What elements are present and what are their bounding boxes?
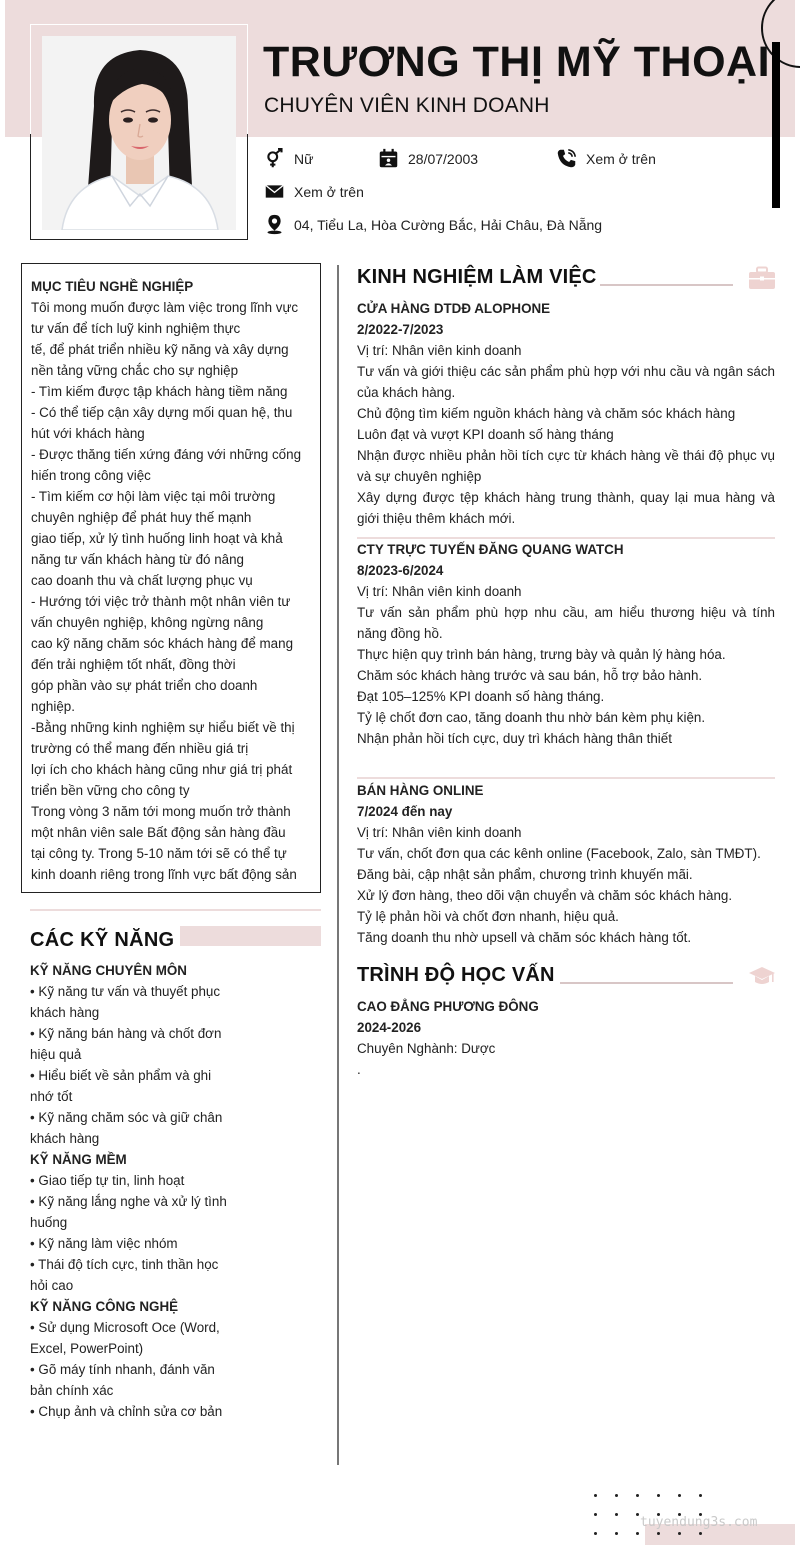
experience-heading-line [600, 284, 733, 286]
decorative-dot [699, 1532, 702, 1535]
decorative-dot [594, 1532, 597, 1535]
skill-item: • Chụp ảnh và chỉnh sửa cơ bản [30, 1404, 223, 1419]
skill-group-title: KỸ NĂNG CHUYÊN MÔN [30, 963, 187, 978]
job-divider [357, 777, 775, 779]
skill-item: khách hàng [30, 1005, 100, 1020]
objective-line: triển bền vững cho công ty [31, 783, 190, 798]
skill-item: • Kỹ năng tư vấn và thuyết phục [30, 984, 221, 999]
job-description [357, 822, 775, 948]
objective-line: hiến trong công việc [31, 468, 151, 483]
career-objective [21, 263, 321, 893]
profile-photo [42, 36, 236, 230]
birthday-info [378, 148, 478, 169]
skill-item: huống [30, 1215, 68, 1230]
objective-line: cao doanh thu và chất lượng phục vụ [31, 573, 253, 588]
skill-item: • Kỹ năng bán hàng và chốt đơn [30, 1026, 222, 1041]
objective-line: - Hướng tới việc trở thành một nhân viên tư [31, 594, 291, 609]
skill-item: hiệu quả [30, 1047, 82, 1062]
job-description-line: Nhận được nhiều phản hồi tích cực từ khách hàng về thái độ phục vụ và sự chuyên nghiệp [357, 448, 775, 484]
job-description-line: Xử lý đơn hàng, theo dõi vận chuyển và chăm sóc khách hàng. [357, 888, 733, 903]
job-description-line: Đăng bài, cập nhật sản phẩm, chương trình khuyến mãi. [357, 867, 693, 882]
calendar-icon [378, 148, 399, 169]
objective-line: - Được thăng tiến xứng đáng với những cống [31, 447, 302, 462]
objective-title: MỤC TIÊU NGHỀ NGHIỆP [31, 279, 194, 294]
objective-line: lợi ích cho khách hàng cũng như giá trị phát [31, 762, 293, 777]
objective-line: năng tư vấn khách hàng từ đó nâng [31, 552, 244, 567]
skill-group-title: KỸ NĂNG MỀM [30, 1152, 127, 1167]
skill-group-title: KỸ NĂNG CÔNG NGHỆ [30, 1299, 179, 1314]
job-description-line: Chăm sóc khách hàng trước và sau bán, hỗ trợ bảo hành. [357, 668, 703, 683]
address-info [264, 214, 602, 235]
objective-line: - Tìm kiếm được tập khách hàng tiềm năng [31, 384, 288, 399]
skill-item: Excel, PowerPoint) [30, 1341, 144, 1356]
education-period: 2024-2026 [357, 1020, 422, 1035]
job-description [357, 581, 775, 749]
job-description-line: Luôn đạt và vượt KPI doanh số hàng tháng [357, 427, 614, 442]
job-period: 7/2024 đến nay [357, 804, 453, 819]
skill-item: • Giao tiếp tự tin, linh hoạt [30, 1173, 185, 1188]
gender-info [264, 148, 313, 169]
skill-item: hỏi cao [30, 1278, 74, 1293]
skills-divider [30, 909, 321, 911]
objective-line: kinh doanh riêng trong lĩnh vực bất động sản [31, 867, 297, 882]
job-description-line: Vị trí: Nhân viên kinh doanh [357, 584, 522, 599]
job-entry [357, 539, 775, 749]
decorative-dot [678, 1494, 681, 1497]
objective-text [31, 297, 311, 885]
watermark: tuyendung3s.com [640, 1515, 758, 1530]
decorative-dot [657, 1494, 660, 1497]
skill-item: nhớ tốt [30, 1089, 73, 1104]
objective-line: giao tiếp, xử lý tình huống linh hoạt và khả [31, 531, 283, 546]
skill-item: bản chính xác [30, 1383, 114, 1398]
decorative-dot [636, 1532, 639, 1535]
objective-line: chuyên nghiệp để phát huy thế mạnh [31, 510, 252, 525]
decorative-dot [657, 1532, 660, 1535]
gender-value: Nữ [294, 150, 314, 167]
objective-line: góp phần vào sự phát triển cho doanh [31, 678, 258, 693]
school-name: CAO ĐẲNG PHƯƠNG ĐÔNG [357, 999, 539, 1014]
email-info [264, 181, 364, 202]
objective-line: nghiệp. [31, 699, 75, 714]
location-pin-icon [264, 214, 285, 235]
job-company: BÁN HÀNG ONLINE [357, 783, 484, 798]
objective-line: Trong vòng 3 năm tới mong muốn trở thành [31, 804, 291, 819]
candidate-title: CHUYÊN VIÊN KINH DOANH [264, 94, 550, 117]
objective-line: - Tìm kiếm cơ hội làm việc tại môi trường [31, 489, 276, 504]
objective-line: -Bằng những kinh nghiệm sự hiểu biết về thị [31, 720, 295, 735]
job-description-line: Vị trí: Nhân viên kinh doanh [357, 825, 522, 840]
decorative-dot [636, 1494, 639, 1497]
job-company: CTY TRỰC TUYẾN ĐĂNG QUANG WATCH [357, 542, 624, 557]
skills-accent-bar [180, 926, 321, 946]
job-description-line: Chủ động tìm kiếm nguồn khách hàng và chăm sóc khách hàng [357, 406, 736, 421]
decorative-dot [615, 1513, 618, 1516]
skills-list [30, 960, 240, 1422]
job-period: 8/2023-6/2024 [357, 563, 444, 578]
job-period: 2/2022-7/2023 [357, 322, 444, 337]
objective-line: tại công ty. Trong 5-10 năm tới sẽ có thể tự [31, 846, 287, 861]
job-description-line: Tư vấn sản phẩm phù hợp nhu cầu, am hiểu thương hiệu và tính năng đồng hồ. [357, 605, 775, 641]
phone-icon [556, 148, 577, 169]
skill-item: • Kỹ năng làm việc nhóm [30, 1236, 178, 1251]
job-description-line: Tư vấn và giới thiệu các sản phẩm phù hợp với nhu cầu và ngân sách của khách hàng. [357, 364, 775, 400]
decorative-dot [699, 1494, 702, 1497]
candidate-name: TRƯƠNG THỊ MỸ THOẠI [263, 38, 771, 86]
phone-info [556, 148, 656, 169]
education-extra: . [357, 1062, 361, 1077]
objective-line: trường có thể mang đến nhiều giá trị [31, 741, 249, 756]
graduation-cap-icon [748, 965, 776, 989]
job-description-line: Vị trí: Nhân viên kinh doanh [357, 343, 522, 358]
job-description-line: Tỷ lệ chốt đơn cao, tăng doanh thu nhờ bán kèm phụ kiện. [357, 710, 706, 725]
job-description-line: Tỷ lệ phản hồi và chốt đơn nhanh, hiệu quả. [357, 909, 619, 924]
decorative-dot [594, 1513, 597, 1516]
objective-line: Tôi mong muốn được làm việc trong lĩnh vực [31, 300, 299, 315]
skill-item: • Sử dụng Microsoft Oce (Word, [30, 1320, 220, 1335]
birthday-value: 28/07/2003 [408, 150, 479, 167]
address-value: 04, Tiểu La, Hòa Cường Bắc, Hải Châu, Đà Nẵng [294, 216, 603, 233]
objective-line: nền tảng vững chắc cho sự nghiệp [31, 363, 239, 378]
job-description [357, 340, 775, 529]
decorative-dot [615, 1494, 618, 1497]
column-divider [337, 265, 339, 1465]
skill-item: • Kỹ năng lắng nghe và xử lý tình [30, 1194, 227, 1209]
objective-line: - Có thể tiếp cận xây dựng mối quan hệ, thu [31, 405, 293, 420]
job-description-line: Xây dựng được tệp khách hàng trung thành, quay lại mua hàng và giới thiệu thêm khách mới. [357, 490, 775, 526]
gender-icon [264, 148, 285, 169]
job-description-line: Thực hiện quy trình bán hàng, trưng bày và quản lý hàng hóa. [357, 647, 726, 662]
job-description-line: Đạt 105–125% KPI doanh số hàng tháng. [357, 689, 605, 704]
email-value: Xem ở trên [294, 183, 364, 200]
objective-line: đến trải nghiệm tốt nhất, đồng thời [31, 657, 236, 672]
education-heading: TRÌNH ĐỘ HỌC VẤN [357, 964, 555, 986]
skills-heading: CÁC KỸ NĂNG [30, 929, 175, 951]
job-entry [357, 780, 775, 948]
job-company: CỬA HÀNG DTDĐ ALOPHONE [357, 301, 551, 316]
skill-item: • Thái độ tích cực, tinh thần học [30, 1257, 219, 1272]
education-heading-line [560, 982, 733, 984]
objective-line: vấn chuyên nghiệp, không ngừng nâng [31, 615, 264, 630]
decorative-dot [678, 1532, 681, 1535]
job-description-line: Tăng doanh thu nhờ upsell và chăm sóc khách hàng tốt. [357, 930, 692, 945]
decorative-dot [636, 1513, 639, 1516]
objective-line: một nhân viên sale Bất động sản hàng đầu [31, 825, 286, 840]
envelope-icon [264, 181, 285, 202]
skill-item: • Kỹ năng chăm sóc và giữ chân [30, 1110, 223, 1125]
objective-line: hút với khách hàng [31, 426, 145, 441]
objective-line: tế, để phát triển nhiều kỹ năng và xây dựng [31, 342, 289, 357]
decorative-bar [772, 42, 780, 208]
job-entry [357, 298, 775, 529]
skill-item: • Gõ máy tính nhanh, đánh văn [30, 1362, 215, 1377]
decorative-dot [615, 1532, 618, 1535]
experience-heading: KINH NGHIỆM LÀM VIỆC [357, 266, 597, 288]
education-major: Chuyên Nghành: Dược [357, 1041, 496, 1056]
skill-item: • Hiểu biết về sản phẩm và ghi [30, 1068, 212, 1083]
objective-line: cao kỹ năng chăm sóc khách hàng để mang [31, 636, 294, 651]
decorative-dot [594, 1494, 597, 1497]
job-description-line: Tư vấn, chốt đơn qua các kênh online (Facebook, Zalo, sàn TMĐT). [357, 846, 761, 861]
education-entry [357, 996, 775, 1080]
phone-value: Xem ở trên [586, 150, 656, 167]
briefcase-icon [748, 266, 776, 290]
skill-item: khách hàng [30, 1131, 100, 1146]
objective-line: tư vấn để tích luỹ kinh nghiệm thực [31, 321, 241, 336]
job-description-line: Nhận phản hồi tích cực, duy trì khách hàng thân thiết [357, 731, 672, 746]
